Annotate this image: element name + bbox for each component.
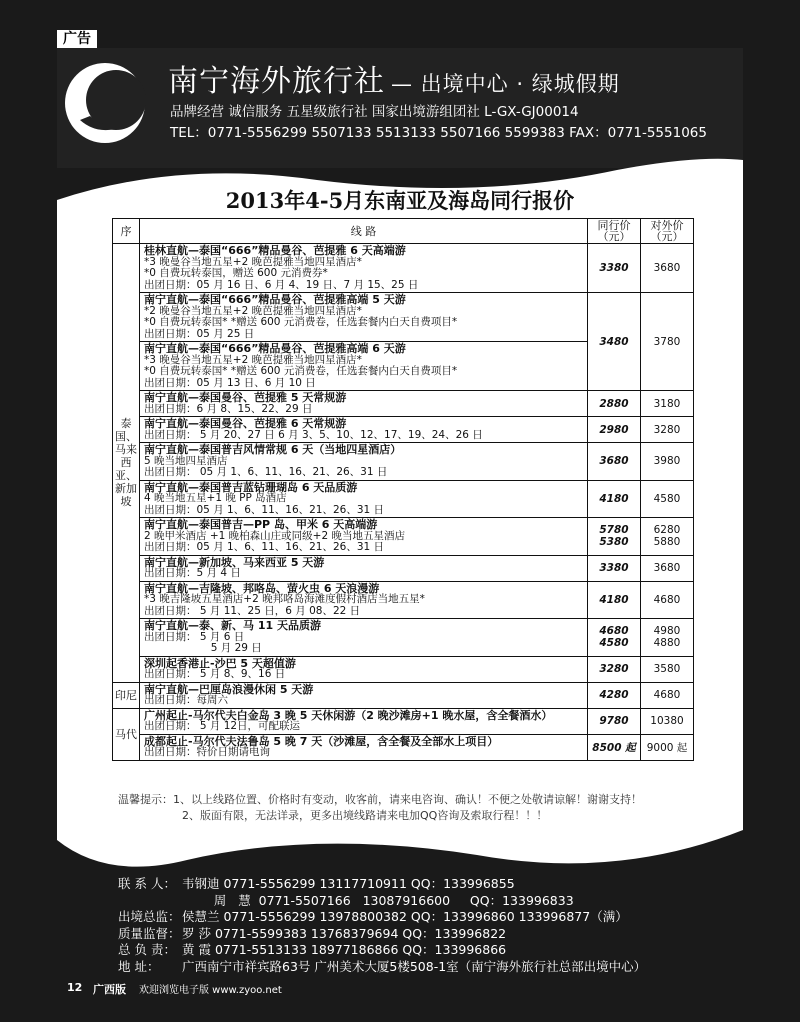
- edition-label: 广西版: [93, 983, 126, 996]
- contact-row: 周 慧 0771-5507166 13087916600 QQ：133996833: [182, 892, 574, 908]
- company-tel: TEL：0771-5556299 5507133 5513133 5507166 5599383 FAX：0771-5551065: [170, 125, 707, 141]
- table-row: [113, 443, 694, 481]
- route-cell: 南宁直航—泰国“666”精品曼谷、芭提雅高端 5 天游 *2 晚曼谷当地五星+2 晚芭提雅当地四星酒店* *0 自费玩转泰国* *赠送 600 元消费卷，任选套餐内白天自费项目* 出团日期：05 月 25 日: [140, 293, 588, 342]
- public-price: 3680: [641, 244, 694, 293]
- public-price: 3180: [641, 391, 694, 417]
- table-row: [113, 417, 694, 443]
- public-price: 3780: [641, 293, 694, 391]
- table-row: [113, 734, 694, 760]
- company-name: 南宁海外旅行社 — 出境中心 · 绿城假期: [168, 64, 620, 99]
- route-cell: 桂林直航—泰国“666”精品曼谷、芭提雅 6 天高端游 *3 晚曼谷当地五星+2 晚芭提雅当地四星酒店* *0 自费玩转泰国，赠送 600 元消费券* 出团日期：05 月 16 日、6 月 4、19 日、7 月 15、25 日: [140, 244, 588, 293]
- public-price: 3280: [641, 417, 694, 443]
- public-price: 4980 4880: [641, 619, 694, 657]
- region-bali: 印尼: [113, 682, 140, 708]
- peer-price: 3380: [588, 555, 641, 581]
- route-cell: 南宁直航—泰国普吉蓝钻珊瑚岛 6 天品质游 4 晚当地五星+1 晚 PP 岛酒店 出团日期：05 月 1、6、11、16、21、26、31 日: [140, 480, 588, 518]
- route-cell: 南宁直航—泰国“666”精品曼谷、芭提雅高端 6 天游 *3 晚曼谷当地五星+2 晚芭提雅当地四星酒店* *0 自费玩转泰国* *赠送 600 元消费卷，任选套餐内白天自费项目* 出团日期：05 月 13 日、6 月 10 日: [140, 342, 588, 391]
- peer-price: 3680: [588, 443, 641, 481]
- col-seq: 序: [113, 219, 140, 244]
- peer-price: 4680 4580: [588, 619, 641, 657]
- tip-line-2: 2、版面有限，无法详录，更多出境线路请来电加QQ咨询及索取行程！！！: [182, 809, 548, 822]
- table-row: [113, 555, 694, 581]
- col-route: 线 路: [140, 219, 588, 244]
- public-price: 3980: [641, 443, 694, 481]
- peer-price: 9780: [588, 708, 641, 734]
- route-cell: 广州起止-马尔代夫白金岛 3 晚 5 天休闲游（2 晚沙滩房+1 晚水屋，含全餐酒水） 出团日期： 5 月 12日，可配联运: [140, 708, 588, 734]
- peer-price: 8500 起: [588, 734, 641, 760]
- public-price: 4580: [641, 480, 694, 518]
- peer-price: 3480: [588, 293, 641, 391]
- public-price: 9000 起: [641, 734, 694, 760]
- ad-tag: 广告: [57, 30, 97, 48]
- table-row: [113, 656, 694, 682]
- company-slogan: 品牌经营 诚信服务 五星级旅行社 国家出境游组团社 L-GX-GJ00014: [170, 104, 579, 120]
- route-cell: 南宁直航—泰国普吉—PP 岛、甲米 6 天高端游 2 晚甲米酒店 +1 晚柏森山庄或同级+2 晚当地五星酒店 出团日期：05 月 1、6、11、16、21、26、31 日: [140, 518, 588, 556]
- company-logo-icon: [60, 58, 150, 148]
- col-public: 对外价（元）: [641, 219, 694, 244]
- route-cell: 南宁直航—新加坡、马来西亚 5 天游 出团日期：5 月 4 日: [140, 555, 588, 581]
- table-row: [113, 293, 694, 342]
- contact-row: 地 址： 广西南宁市祥宾路63号 广州美术大厦5楼508-1室（南宁海外旅行社总部出境中心）: [118, 958, 647, 974]
- col-peer: 同行价（元）: [588, 219, 641, 244]
- peer-price: 3280: [588, 656, 641, 682]
- page-title: 2013年4-5月东南亚及海岛同行报价: [225, 188, 575, 213]
- region-maldives: 马代: [113, 708, 140, 760]
- table-row: [113, 581, 694, 619]
- public-price: 3580: [641, 656, 694, 682]
- contact-row: 总 负 责： 黄 霞 0771-5513133 18977186866 QQ：133996866: [118, 942, 507, 957]
- page-number: 12: [67, 981, 83, 994]
- warm-tips: [118, 792, 718, 824]
- peer-price: 4180: [588, 581, 641, 619]
- route-cell: 深圳起香港止-沙巴 5 天超值游 出团日期： 5 月 8、9、16 日: [140, 656, 588, 682]
- public-price: 3680: [641, 555, 694, 581]
- table-row: [113, 682, 694, 708]
- table-row: [113, 244, 694, 293]
- peer-price: 2980: [588, 417, 641, 443]
- peer-price: 4180: [588, 480, 641, 518]
- tip-line-1: 温馨提示：1、以上线路位置、价格时有变动，收客前，请来电咨询、确认！不便之处敬请谅解！谢谢支持！: [118, 793, 642, 806]
- table-row: [113, 480, 694, 518]
- table-row: [113, 518, 694, 556]
- public-price: 4680: [641, 581, 694, 619]
- public-price: 4680: [641, 682, 694, 708]
- peer-price: 2880: [588, 391, 641, 417]
- table-header-row: [113, 219, 694, 244]
- contact-block: [118, 876, 646, 975]
- route-cell: 南宁直航—吉隆坡、邦咯岛、萤火虫 6 天浪漫游 *3 晚吉隆坡五星酒店+2 晚邦咯岛海滩度假村酒店当地五星* 出团日期： 5 月 11、25 日，6 月 08、22 日: [140, 581, 588, 619]
- peer-price: 4280: [588, 682, 641, 708]
- route-cell: 南宁直航—泰国曼谷、芭提雅 6 天常规游 出团日期： 5 月 20、27 日 6 月 3、5、10、12、17、19、24、26 日: [140, 417, 588, 443]
- route-cell: 南宁直航—巴厘岛浪漫休闲 5 天游 出团日期：每周六: [140, 682, 588, 708]
- route-cell: 南宁直航—泰、新、马 11 天品质游 出团日期： 5 月 6 日 5 月 29 日: [140, 619, 588, 657]
- table-row: [113, 391, 694, 417]
- contact-row: 联 系 人： 韦钢迪 0771-5556299 13117710911 QQ：133996855: [118, 876, 515, 891]
- route-cell: 成都起止-马尔代夫法鲁岛 5 晚 7 天（沙滩屋，含全餐及全部水上项目） 出团日期：特价日期请电询: [140, 734, 588, 760]
- contact-row: 出境总监：侯慧兰 0771-5556299 13978800382 QQ：133996860 133996877（满）: [118, 909, 628, 924]
- peer-price: 3380: [588, 244, 641, 293]
- contact-row: 质量监督：罗 莎 0771-5599383 13768379694 QQ：133996822: [118, 925, 507, 941]
- public-price: 10380: [641, 708, 694, 734]
- peer-price: 5780 5380: [588, 518, 641, 556]
- route-cell: 南宁直航—泰国普吉风情常规 6 天（当地四星酒店） 5 晚当地四星酒店 出团日期： 05 月 1、6、11、16、21、26、31 日: [140, 443, 588, 481]
- table-row: [113, 708, 694, 734]
- region-thai: 泰国、马来西亚、新加坡: [113, 244, 140, 683]
- website-link[interactable]: 欢迎浏览电子版 www.zyoo.net: [139, 985, 282, 996]
- table-row: [113, 619, 694, 657]
- public-price: 6280 5880: [641, 518, 694, 556]
- route-cell: 南宁直航—泰国曼谷、芭提雅 5 天常规游 出团日期：6 月 8、15、22、29 日: [140, 391, 588, 417]
- page-footer: [57, 975, 743, 995]
- price-table: [112, 218, 694, 761]
